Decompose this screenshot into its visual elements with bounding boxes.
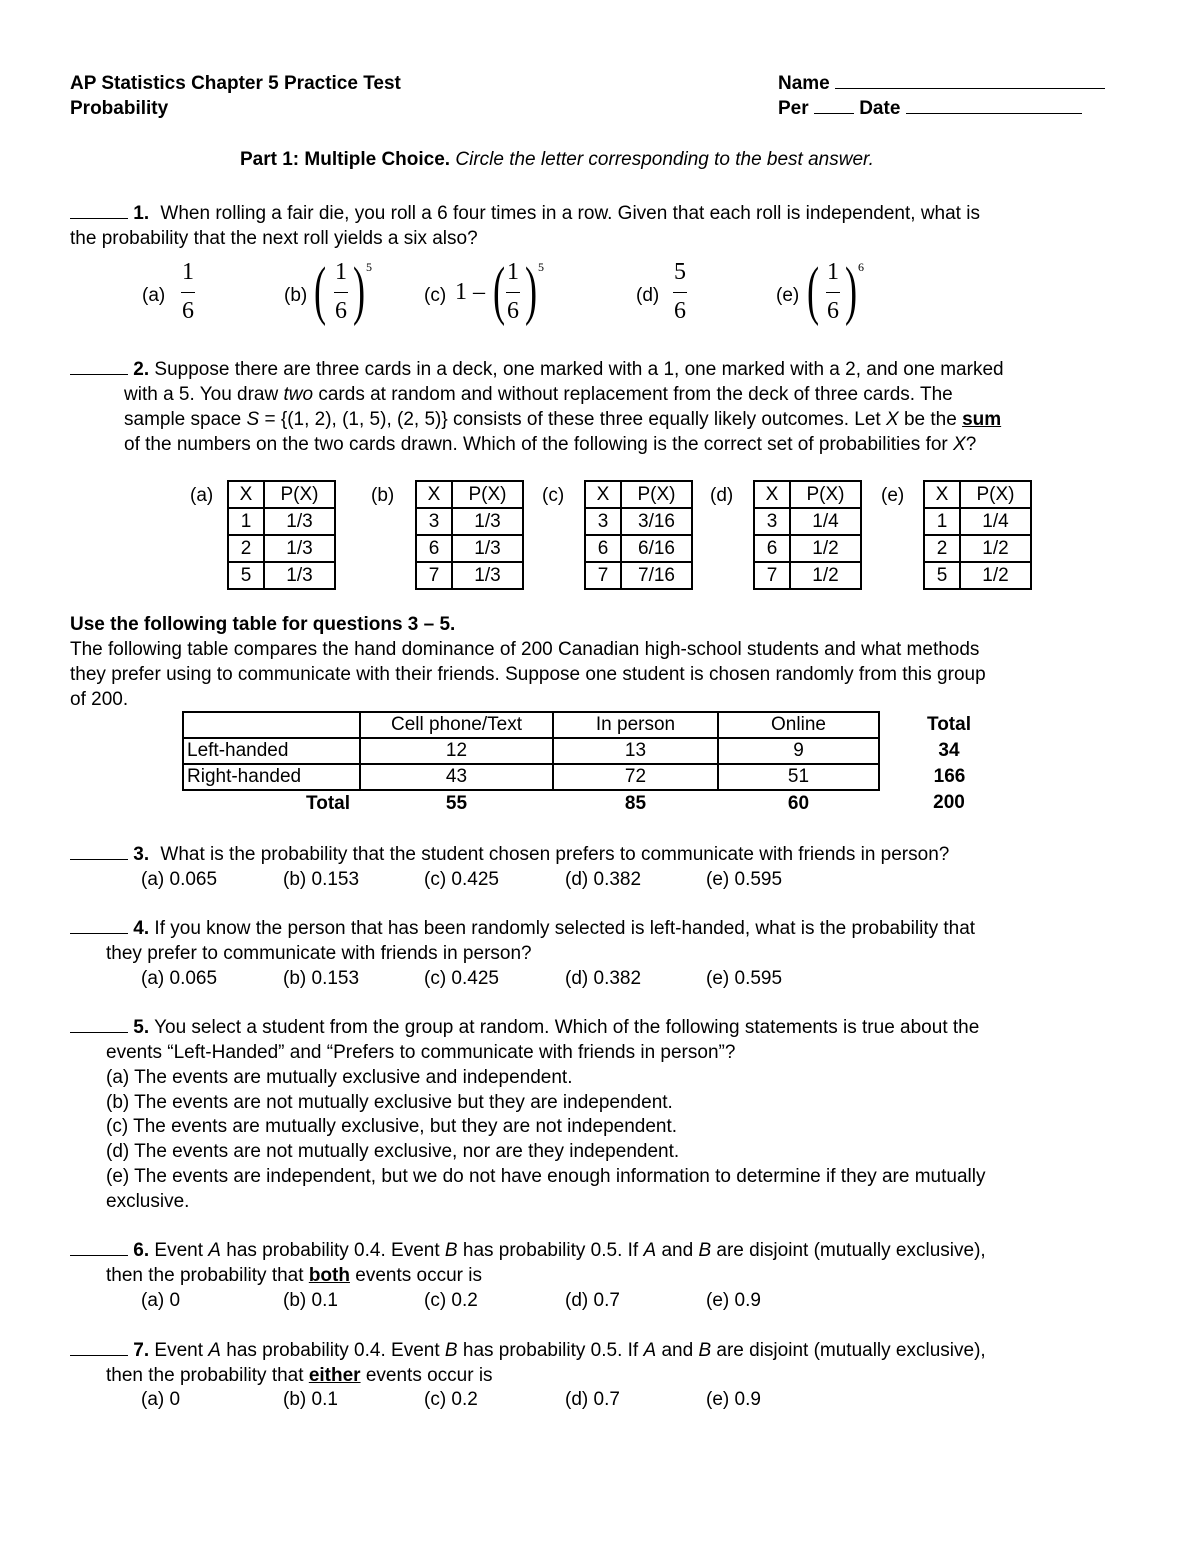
table-row: [754, 508, 861, 535]
probability-table: [753, 480, 862, 590]
event-a: A: [208, 1340, 221, 1361]
text-fragment: are disjoint (mutually exclusive),: [711, 1340, 986, 1361]
probability-value: 1/4: [790, 508, 861, 535]
choice-e[interactable]: (e) 0.9: [706, 1290, 761, 1311]
name-field[interactable]: [778, 71, 1105, 96]
choice-e[interactable]: (e) 0.595: [706, 869, 783, 890]
x-value: 3: [416, 508, 452, 535]
question-2: [70, 357, 1004, 382]
column-total: 60: [787, 792, 810, 814]
table-cell: 51: [718, 764, 879, 790]
question-5: [70, 1015, 979, 1040]
option-label: (d): [710, 485, 734, 506]
choice-c[interactable]: (c) 0.425: [424, 968, 499, 989]
probability-value: 1/3: [264, 562, 335, 589]
q5-option-e-cont: exclusive.: [106, 1191, 190, 1212]
denominator: 6: [335, 298, 347, 324]
option-label: (b): [371, 485, 395, 506]
fraction: [175, 258, 201, 325]
choice-a[interactable]: (a) 0: [141, 1290, 181, 1311]
event-b: B: [698, 1340, 712, 1361]
table-row: [754, 535, 861, 562]
column-total: 85: [624, 792, 647, 814]
option-label: (e): [776, 285, 800, 306]
probability-value: 6/16: [621, 535, 692, 562]
table-row: [228, 508, 335, 535]
probability-table: [584, 480, 693, 590]
per-date-field: [778, 96, 1082, 121]
table-row: [924, 535, 1031, 562]
table-total-row: [183, 790, 1019, 816]
option-label: (b): [284, 285, 308, 306]
table-row: [416, 535, 523, 562]
option-label: (a): [142, 285, 166, 306]
choice-d[interactable]: (d) 0.382: [565, 968, 642, 989]
event-a: A: [643, 1340, 657, 1361]
choice-a[interactable]: (a) 0.065: [141, 968, 218, 989]
x-value: 7: [585, 562, 621, 589]
text-fragment: Event: [154, 1240, 209, 1261]
x-value: 6: [585, 535, 621, 562]
text-fragment: has probability 0.5. If: [457, 1340, 644, 1361]
event-b: B: [444, 1240, 458, 1261]
column-header: P(X): [264, 481, 335, 508]
table-row: [585, 562, 692, 589]
q5-option-c[interactable]: (c) The events are mutually exclusive, but they are not independent.: [106, 1116, 678, 1137]
numerator: 1: [507, 259, 519, 285]
question-7: [70, 1338, 986, 1363]
numerator: 1: [827, 259, 839, 285]
text-fragment: has probability 0.4. Event: [220, 1240, 445, 1261]
table-row: [585, 508, 692, 535]
fraction: [667, 258, 693, 325]
question-3: [70, 842, 949, 867]
table-intro-line1: The following table compares the hand dominance of 200 Canadian high-school students and what methods: [70, 639, 980, 660]
exponent: 5: [538, 260, 544, 274]
option-label: (e): [881, 485, 905, 506]
table-header-row: [416, 481, 523, 508]
choice-e[interactable]: (e) 0.9: [706, 1389, 761, 1410]
table-cell: 13: [553, 738, 718, 764]
text-emphasis: two: [283, 384, 314, 405]
denominator: 6: [827, 298, 839, 324]
question-4-line2: they prefer to communicate with friends in person?: [106, 943, 532, 964]
question-5-line2: events “Left-Handed” and “Prefers to communicate with friends in person”?: [106, 1042, 736, 1063]
choice-a[interactable]: (a) 0: [141, 1389, 181, 1410]
question-2-line4: [124, 432, 976, 457]
probability-value: 1/3: [452, 508, 523, 535]
q5-option-e[interactable]: (e) The events are independent, but we do not have enough information to determine if they are mutually: [106, 1166, 986, 1187]
grand-total: 200: [933, 792, 965, 813]
table-intro-line3: of 200.: [70, 689, 129, 710]
text-fragment: has probability 0.5. If: [457, 1240, 644, 1261]
fraction: [328, 258, 354, 325]
doc-title: AP Statistics Chapter 5 Practice Test: [70, 73, 401, 94]
question-7-line2: [106, 1363, 493, 1388]
answer-blank-7[interactable]: [70, 1338, 128, 1356]
x-value: 7: [754, 562, 790, 589]
table-cell: 12: [360, 738, 553, 764]
question-text: If you know the person that has been randomly selected is left-handed, what is the probability that: [154, 918, 976, 939]
table-row: [754, 562, 861, 589]
text-fragment: = {(1, 2), (1, 5), (2, 5)} consists of these three equally likely outcomes. Let: [259, 409, 886, 430]
numerator: 1: [182, 259, 194, 285]
question-number: 3.: [133, 844, 150, 865]
column-header: P(X): [452, 481, 523, 508]
x-value: 1: [228, 508, 264, 535]
question-number: 2.: [133, 359, 150, 380]
choice-b[interactable]: (b) 0.153: [283, 968, 360, 989]
table-row: [924, 508, 1031, 535]
total-label: Total: [306, 792, 350, 814]
part1-instruction: Circle the letter corresponding to the best answer.: [455, 149, 874, 170]
question-2-line3: [124, 407, 1001, 432]
answer-blank-2[interactable]: [70, 357, 128, 375]
probability-value: 1/3: [452, 562, 523, 589]
text-fragment: then the probability that: [106, 1265, 309, 1286]
fraction: [820, 258, 846, 325]
option-label: (c): [424, 285, 447, 306]
fraction: [500, 258, 526, 325]
table-header-row: [183, 712, 1019, 738]
event-a: A: [208, 1240, 221, 1261]
text-fragment: Event: [154, 1340, 209, 1361]
numerator: 5: [674, 259, 686, 285]
question-text: When rolling a fair die, you roll a 6 four times in a row. Given that each roll is independent, what is: [160, 203, 980, 224]
text-emphasis: sum: [962, 409, 1002, 430]
text-fragment: events occur is: [360, 1365, 493, 1386]
probability-value: 1/3: [452, 535, 523, 562]
question-1: [70, 201, 980, 226]
column-header: X: [228, 481, 264, 508]
text-fragment: has probability 0.4. Event: [220, 1340, 445, 1361]
choice-d[interactable]: (d) 0.7: [565, 1389, 620, 1410]
event-b: B: [698, 1240, 712, 1261]
choice-b[interactable]: (b) 0.1: [283, 1389, 338, 1410]
probability-value: 1/4: [960, 508, 1031, 535]
probability-value: 1/2: [960, 535, 1031, 562]
choice-a[interactable]: (a) 0.065: [141, 869, 218, 890]
text-fragment: are disjoint (mutually exclusive),: [711, 1240, 986, 1261]
text-fragment: then the probability that: [106, 1365, 309, 1386]
text-fragment: events occur is: [349, 1265, 482, 1286]
question-text: You select a student from the group at random. Which of the following statements is true about the: [154, 1017, 980, 1038]
probability-value: 1/2: [790, 562, 861, 589]
text-emphasis: X: [953, 434, 966, 455]
row-total: 34: [938, 740, 960, 761]
prefix: 1 –: [455, 279, 485, 305]
choice-c[interactable]: (c) 0.2: [424, 1290, 478, 1311]
row-total: 166: [933, 766, 966, 787]
q5-option-b[interactable]: (b) The events are not mutually exclusive but they are independent.: [106, 1092, 673, 1113]
date-label: Date: [859, 98, 901, 119]
probability-table: [227, 480, 336, 590]
text-fragment: with a 5. You draw: [124, 384, 284, 405]
worksheet-page: AP Statistics Chapter 5 Practice Test Probability Name Per Date Part 1: Multiple Choice. Circle the letter corresponding to the best answer. 1. When rolling a fair die, you roll a 6 four times in a row. Given that each roll is independent, what is the probability that the next roll yields a six also? (a) 1 6 (b) ( 1 6 ) 5 (c) 1 – ( 1 6 ) 5 (d) 5 6 (e) ( 1 6 ) 6 2. Suppose there are three cards in a deck, one marked with a 1, one marked with a 2, and one marked with a 5. You draw two cards at random and without replacement from the deck of three cards. The sample space S = {(1, 2), (1, 5), (2, 5)} consists of these three equally likely outcomes. Let X be the sum of the numbers on the two cards drawn. Which of the following is the correct set of probabilities for X? (a) X P(X) 1 1/3 2 1/3 5 1/3 (b) X P(X) 3 1/3 6 1/3 7 1/3 (c) X P(X) 3 3/16 6 6/16 7 7/16 (d) X P(X) 3 1/4 6 1/2 7 1/2 (e) X P(X) 1 1/4 2 1/2 5 1/2 Use the following table for questions 3 – 5. The following table compares the hand dominance of 200 Canadian high-school students and what methods they prefer using to communicate with their friends. Suppose one student is chosen randomly from this group of 200. Cell phone/Text In person Online Total Left-handed 12 13 9 34 Right-handed 43 72 51 166 Total 55 85 60 200 3. What is the probability that the student chosen prefers to communicate with friends in person? (a) 0.065 (b) 0.153 (c) 0.425 (d) 0.382 (e) 0.595 4. If you know the person that has been randomly selected is left-handed, what is the probability that they prefer to communicate with friends in person? (a) 0.065 (b) 0.153 (c) 0.425 (d) 0.382 (e) 0.595 5. You select a student from the group at random. Which of the following statements is true about the events “Left-Handed” and “Prefers to communicate with friends in person”? (a) The events are mutually exclusive and independent. (b) The events are not mutually exclusive but they are independent. (c) The events are mutually exclusive, but they are not independent. (d) The events are not mutually exclusive, nor are they independent. (e) The events are independent, but we do not have enough information to determine if they are mutually exclusive. 6. Event A has probability 0.4. Event B has probability 0.5. If A and B are disjoint (mutually exclusive), then the probability that both events occur is (a) 0 (b) 0.1 (c) 0.2 (d) 0.7 (e) 0.9 7. Event A has probability 0.4. Event B has probability 0.5. If A and B are disjoint (mutually exclusive), then the probability that either events occur is (a) 0 (b) 0.1 (c) 0.2 (d) 0.7 (e) 0.9: [0, 0, 1200, 1553]
text-fragment: ?: [965, 434, 977, 455]
x-value: 3: [585, 508, 621, 535]
x-value: 6: [754, 535, 790, 562]
probability-table: [923, 480, 1032, 590]
column-header: X: [754, 481, 790, 508]
event-b: B: [444, 1340, 458, 1361]
numerator: 1: [335, 259, 347, 285]
probability-value: 7/16: [621, 562, 692, 589]
question-text: Suppose there are three cards in a deck, one marked with a 1, one marked with a 2, and one marked: [154, 359, 1004, 380]
option-label: (a): [190, 485, 214, 506]
name-blank[interactable]: [835, 71, 1105, 89]
probability-value: 1/3: [264, 508, 335, 535]
column-header: Online: [718, 712, 879, 738]
event-a: A: [643, 1240, 657, 1261]
choice-c[interactable]: (c) 0.2: [424, 1389, 478, 1410]
question-number: 6.: [133, 1240, 150, 1261]
column-header: P(X): [621, 481, 692, 508]
option-label: (c): [542, 485, 565, 506]
doc-subtitle: Probability: [70, 98, 169, 119]
table-intro-line2: they prefer using to communicate with their friends. Suppose one student is chosen randomly from this group: [70, 664, 986, 685]
column-header: X: [924, 481, 960, 508]
per-blank[interactable]: [814, 96, 854, 114]
text-emphasis: both: [308, 1265, 350, 1286]
x-value: 2: [924, 535, 960, 562]
exponent: 5: [366, 260, 372, 274]
table-row: [228, 562, 335, 589]
column-header: P(X): [960, 481, 1031, 508]
choice-b[interactable]: (b) 0.153: [283, 869, 360, 890]
table-row: [416, 562, 523, 589]
column-header: X: [416, 481, 452, 508]
column-header: Cell phone/Text: [360, 712, 553, 738]
text-fragment: cards at random and without replacement from the deck of three cards. The: [313, 384, 953, 405]
x-value: 3: [754, 508, 790, 535]
table-header-row: [924, 481, 1031, 508]
text-fragment: and: [656, 1240, 699, 1261]
table-row: [183, 764, 1019, 790]
question-2-line2: [124, 382, 953, 407]
probability-table: [415, 480, 524, 590]
probability-value: 1/2: [960, 562, 1031, 589]
column-header: P(X): [790, 481, 861, 508]
question-number: 4.: [133, 918, 150, 939]
answer-blank-5[interactable]: [70, 1015, 128, 1033]
x-value: 5: [228, 562, 264, 589]
probability-value: 1/3: [264, 535, 335, 562]
text-fragment: of the numbers on the two cards drawn. Which of the following is the correct set of probabilities for: [124, 434, 954, 455]
row-label: Right-handed: [183, 764, 360, 790]
table-cell: 72: [553, 764, 718, 790]
x-value: 6: [416, 535, 452, 562]
date-blank[interactable]: [906, 96, 1082, 114]
question-6-line2: [106, 1263, 482, 1288]
question-number: 5.: [133, 1017, 150, 1038]
answer-blank-1[interactable]: [70, 201, 128, 219]
table-intro-heading: Use the following table for questions 3 – 5.: [70, 614, 456, 635]
column-total: 55: [445, 792, 468, 814]
per-label: Per: [778, 98, 809, 119]
table-header-row: [754, 481, 861, 508]
denominator: 6: [507, 298, 519, 324]
answer-blank-3[interactable]: [70, 842, 128, 860]
text-fragment: be the: [898, 409, 963, 430]
table-row: [183, 738, 1019, 764]
x-value: 5: [924, 562, 960, 589]
answer-blank-4[interactable]: [70, 916, 128, 934]
part1-title: Part 1: Multiple Choice.: [240, 149, 451, 170]
probability-value: 3/16: [621, 508, 692, 535]
exponent: 6: [858, 260, 864, 274]
table-corner-cell: [183, 712, 360, 738]
question-number: 1.: [133, 203, 150, 224]
choice-c[interactable]: (c) 0.425: [424, 869, 499, 890]
question-text: What is the probability that the student chosen prefers to communicate with friends in person?: [160, 844, 950, 865]
text-emphasis: S: [246, 409, 260, 430]
table-row: [228, 535, 335, 562]
q5-option-a[interactable]: (a) The events are mutually exclusive and independent.: [106, 1067, 573, 1088]
question-4: [70, 916, 975, 941]
two-way-table: [182, 711, 1020, 816]
x-value: 7: [416, 562, 452, 589]
table-cell: 9: [718, 738, 879, 764]
part1-heading: [240, 147, 874, 172]
name-label: Name: [778, 73, 830, 94]
text-emphasis: X: [885, 409, 899, 430]
table-header-row: [228, 481, 335, 508]
table-cell: 43: [360, 764, 553, 790]
table-row: [924, 562, 1031, 589]
table-header-row: [585, 481, 692, 508]
x-value: 1: [924, 508, 960, 535]
text-emphasis: either: [308, 1365, 361, 1386]
choice-b[interactable]: (b) 0.1: [283, 1290, 338, 1311]
question-number: 7.: [133, 1340, 150, 1361]
answer-blank-6[interactable]: [70, 1238, 128, 1256]
table-row: [416, 508, 523, 535]
choice-d[interactable]: (d) 0.382: [565, 869, 642, 890]
table-row: [585, 535, 692, 562]
column-header-total: Total: [927, 714, 971, 735]
row-label: Left-handed: [183, 738, 360, 764]
denominator: 6: [674, 298, 686, 324]
x-value: 2: [228, 535, 264, 562]
denominator: 6: [182, 298, 194, 324]
question-6: [70, 1238, 986, 1263]
text-fragment: sample space: [124, 409, 247, 430]
column-header: X: [585, 481, 621, 508]
question-1-line2: the probability that the next roll yields a six also?: [70, 228, 478, 249]
option-label: (d): [636, 285, 660, 306]
text-fragment: and: [656, 1340, 699, 1361]
choice-e[interactable]: (e) 0.595: [706, 968, 783, 989]
probability-value: 1/2: [790, 535, 861, 562]
column-header: In person: [553, 712, 718, 738]
q5-option-d[interactable]: (d) The events are not mutually exclusive, nor are they independent.: [106, 1141, 680, 1162]
choice-d[interactable]: (d) 0.7: [565, 1290, 620, 1311]
